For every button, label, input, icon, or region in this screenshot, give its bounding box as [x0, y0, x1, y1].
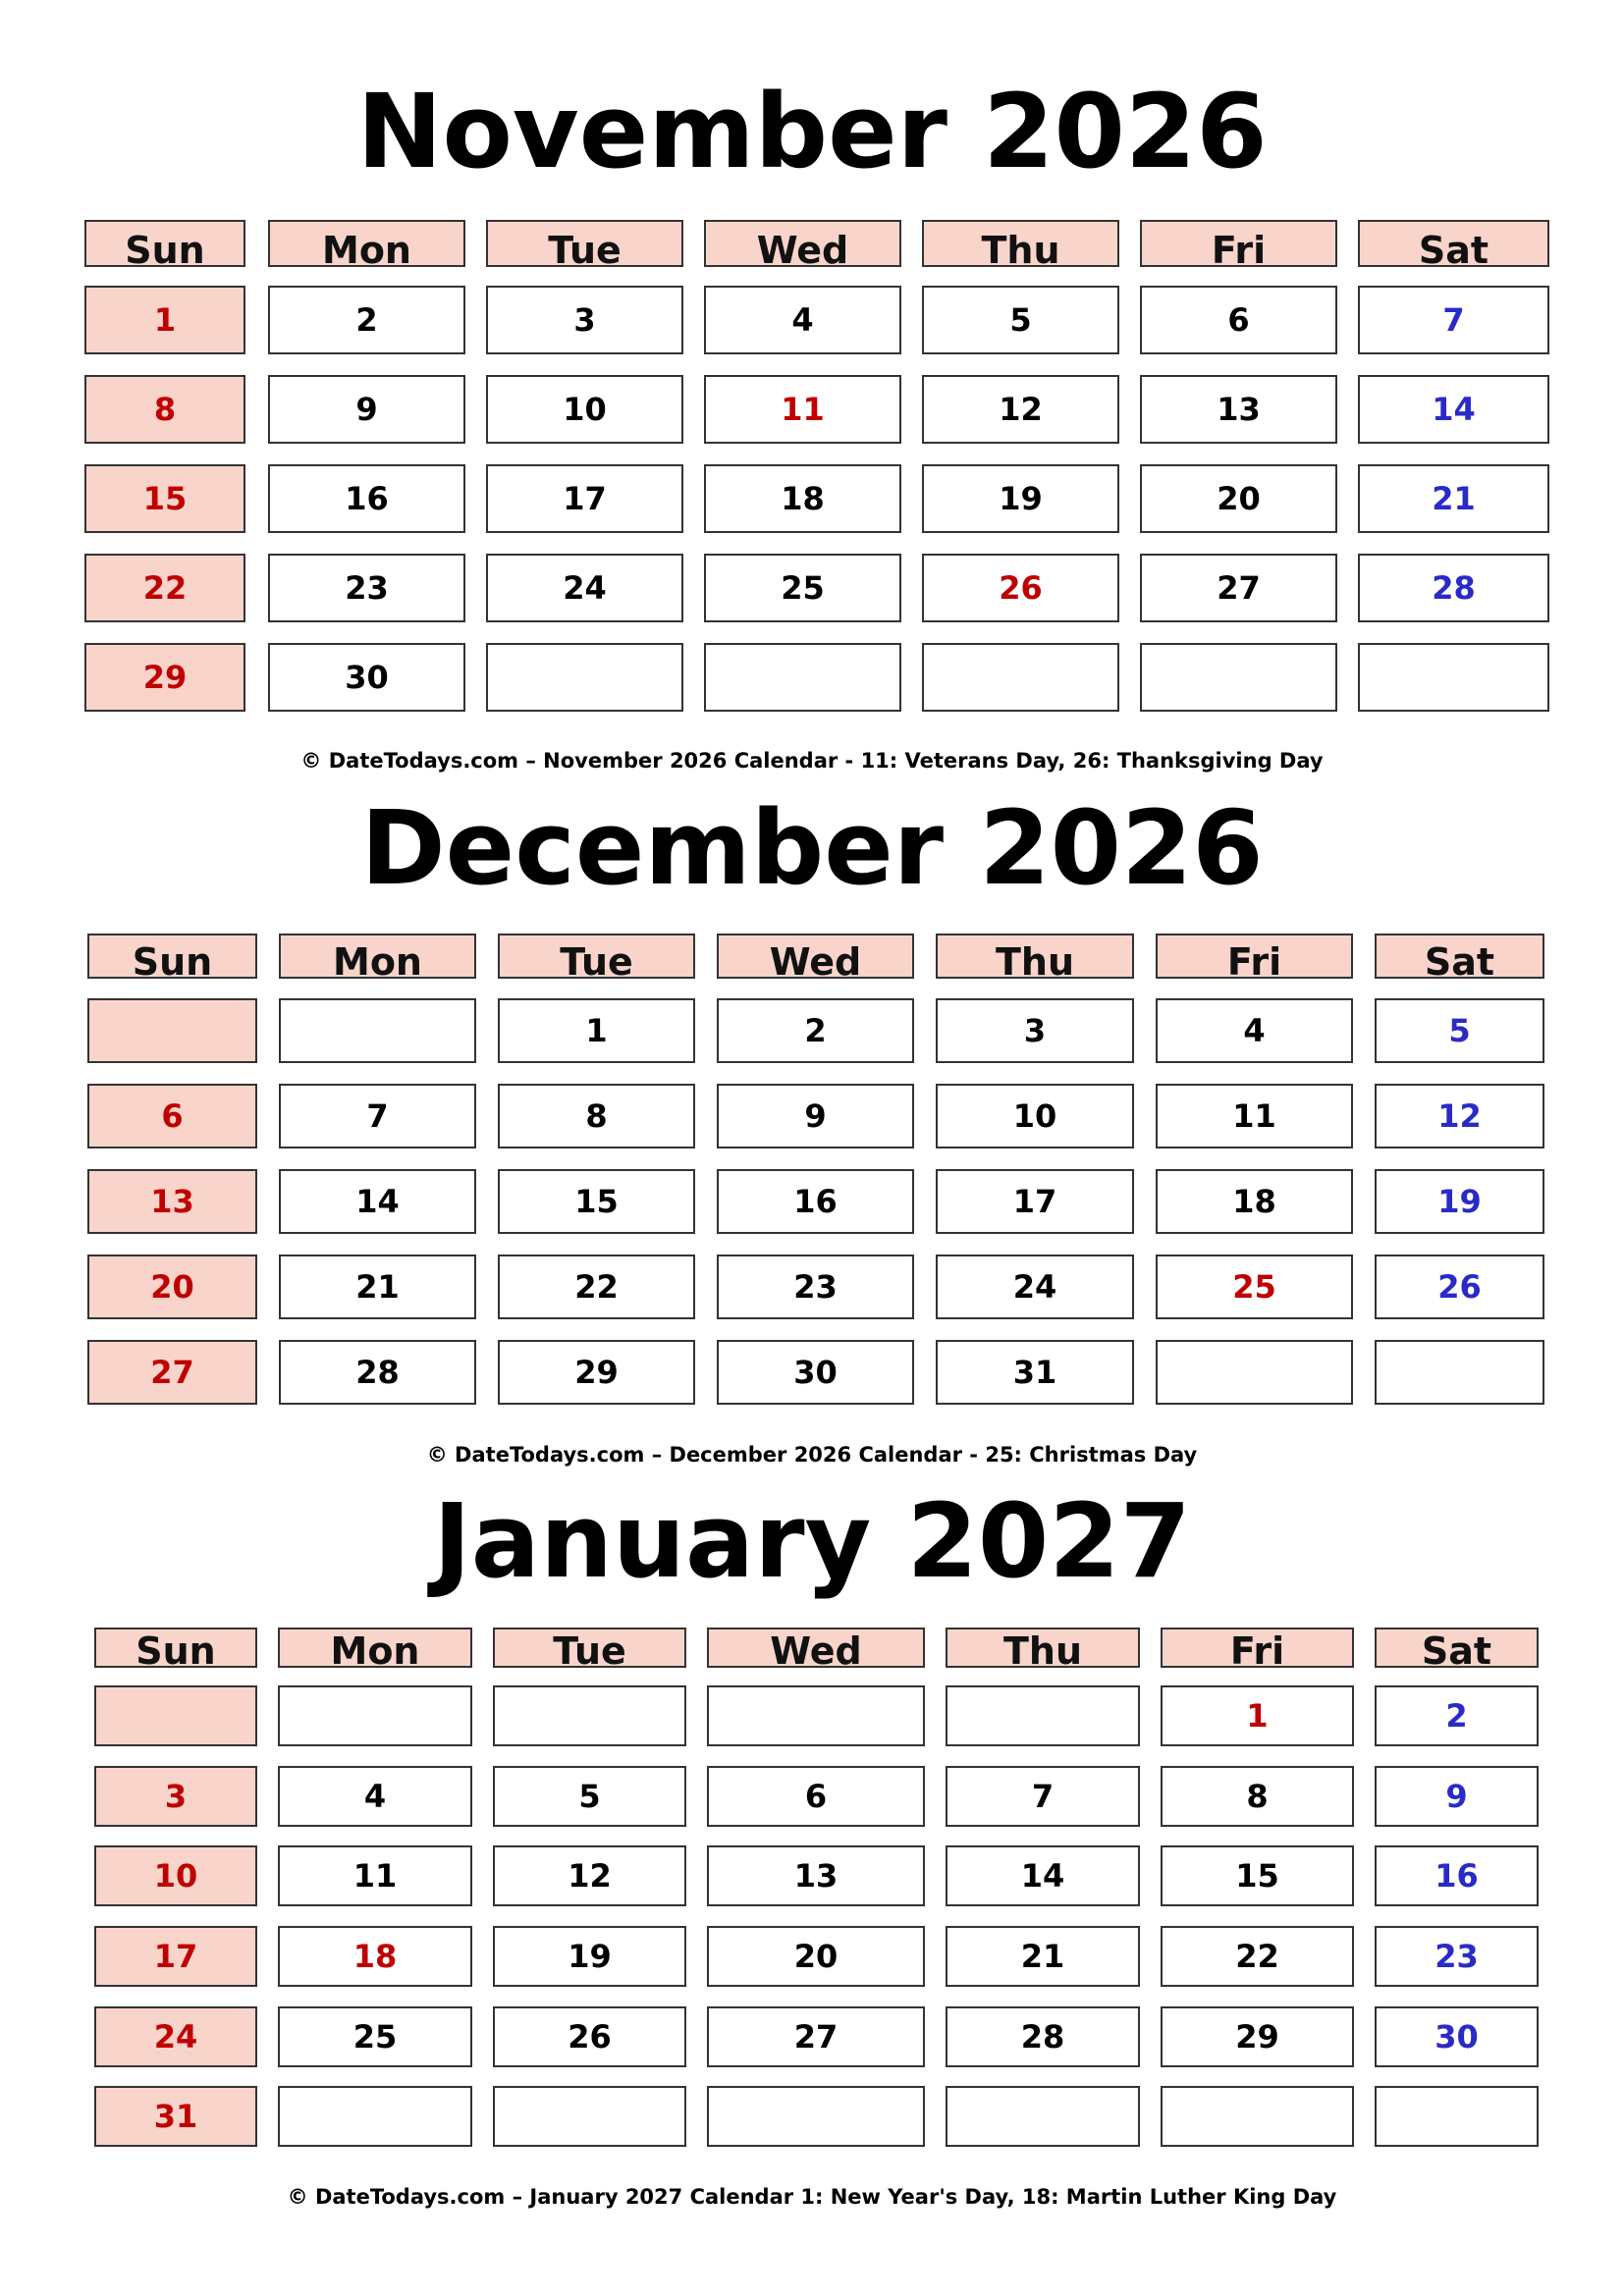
empty-day-cell	[278, 1685, 472, 1746]
day-number: 30	[345, 659, 389, 696]
day-cell	[84, 286, 245, 354]
weekday-label: Sat	[1418, 229, 1489, 267]
day-cell	[268, 375, 465, 444]
day-number: 14	[355, 1183, 400, 1220]
day-number: 21	[355, 1268, 400, 1306]
day-cell	[1161, 1685, 1354, 1746]
day-cell	[936, 1169, 1134, 1234]
month-title: December 2026	[360, 788, 1264, 908]
day-cell	[94, 2086, 257, 2147]
day-cell	[486, 554, 683, 622]
day-cell	[84, 464, 245, 533]
day-cell	[1156, 1169, 1353, 1234]
weekday-label: Tue	[553, 1629, 626, 1668]
day-number: 5	[1448, 1012, 1471, 1049]
day-number: 10	[1012, 1097, 1057, 1135]
day-cell	[94, 1766, 257, 1827]
day-number: 16	[345, 480, 389, 517]
day-cell	[707, 1926, 925, 1987]
weekday-header-wed	[717, 934, 914, 979]
weekday-header-thu	[946, 1628, 1140, 1668]
day-number: 25	[352, 2018, 398, 2056]
day-number: 21	[1020, 1938, 1065, 1975]
weekday-header-wed	[704, 220, 901, 267]
day-number: 7	[366, 1097, 389, 1135]
day-cell	[1375, 1926, 1539, 1987]
day-number: 30	[793, 1354, 838, 1391]
day-number: 10	[563, 391, 607, 428]
weekday-header-fri	[1161, 1628, 1354, 1668]
weekday-label: Sun	[135, 1629, 216, 1668]
day-cell	[1161, 1766, 1354, 1827]
day-number: 31	[1012, 1354, 1057, 1391]
day-cell	[493, 1926, 686, 1987]
empty-day-cell	[279, 998, 476, 1063]
empty-day-cell	[946, 2086, 1140, 2147]
weekday-header-tue	[486, 220, 683, 267]
day-cell	[498, 1084, 695, 1148]
day-number: 22	[1235, 1938, 1279, 1975]
day-cell	[1375, 2006, 1539, 2067]
day-cell	[717, 1340, 914, 1405]
day-number: 27	[150, 1354, 194, 1391]
day-number: 3	[1023, 1012, 1047, 1049]
day-number: 2	[804, 1012, 827, 1049]
day-number: 26	[1437, 1268, 1482, 1306]
day-number: 17	[563, 480, 607, 517]
day-number: 7	[1442, 301, 1465, 339]
day-number: 18	[781, 480, 825, 517]
day-number: 4	[1243, 1012, 1266, 1049]
day-number: 29	[1235, 2018, 1279, 2056]
day-number: 12	[568, 1857, 612, 1895]
weekday-header-mon	[279, 934, 476, 979]
day-number: 19	[568, 1938, 612, 1975]
day-cell	[493, 1766, 686, 1827]
day-number: 27	[793, 2018, 839, 2056]
weekday-label: Mon	[333, 940, 422, 979]
day-number: 28	[355, 1354, 400, 1391]
day-cell	[498, 998, 695, 1063]
day-number: 2	[355, 301, 378, 339]
day-number: 8	[1246, 1778, 1269, 1815]
day-number: 7	[1031, 1778, 1055, 1815]
weekday-label: Tue	[560, 940, 633, 979]
day-number: 24	[153, 2018, 198, 2056]
day-number: 24	[563, 569, 607, 607]
day-cell	[1156, 1084, 1353, 1148]
day-cell	[1375, 1084, 1544, 1148]
weekday-header-sun	[94, 1628, 257, 1668]
day-number: 20	[793, 1938, 839, 1975]
day-number: 1	[1246, 1697, 1269, 1735]
day-number: 22	[142, 569, 188, 607]
weekday-header-tue	[498, 934, 695, 979]
day-cell	[486, 375, 683, 444]
day-number: 8	[585, 1097, 608, 1135]
day-cell	[1156, 1255, 1353, 1319]
empty-day-cell	[704, 643, 901, 712]
empty-day-cell	[486, 643, 683, 712]
day-cell	[279, 1340, 476, 1405]
day-number: 9	[355, 391, 378, 428]
day-number: 12	[1437, 1097, 1482, 1135]
day-cell	[268, 554, 465, 622]
day-number: 11	[352, 1857, 398, 1895]
day-number: 26	[568, 2018, 612, 2056]
day-cell	[707, 2006, 925, 2067]
day-number: 8	[153, 391, 177, 428]
day-cell	[1375, 1255, 1544, 1319]
day-number: 20	[1217, 480, 1261, 517]
empty-day-cell	[1358, 643, 1549, 712]
day-cell	[936, 998, 1134, 1063]
day-number: 15	[574, 1183, 619, 1220]
calendar-caption: © DateTodays.com – January 2027 Calendar 1: New Year's Day, 18: Martin Luther King Day	[287, 2185, 1337, 2209]
day-cell	[268, 643, 465, 712]
day-cell	[922, 286, 1119, 354]
day-cell	[704, 554, 901, 622]
weekday-header-mon	[278, 1628, 472, 1668]
empty-day-cell	[1156, 1340, 1353, 1405]
weekday-header-thu	[922, 220, 1119, 267]
weekday-label: Wed	[756, 229, 849, 267]
day-number: 15	[142, 480, 188, 517]
day-cell	[717, 998, 914, 1063]
day-cell	[498, 1169, 695, 1234]
day-cell	[493, 2006, 686, 2067]
weekday-label: Sat	[1421, 1629, 1492, 1668]
day-number: 1	[585, 1012, 608, 1049]
day-number: 25	[1232, 1268, 1276, 1306]
day-cell	[1140, 554, 1337, 622]
day-number: 30	[1435, 2018, 1479, 2056]
day-number: 13	[150, 1183, 194, 1220]
day-cell	[493, 1845, 686, 1906]
day-number: 11	[781, 391, 825, 428]
day-number: 16	[1435, 1857, 1479, 1895]
day-number: 9	[1445, 1778, 1468, 1815]
empty-day-cell	[493, 2086, 686, 2147]
day-number: 27	[1217, 569, 1261, 607]
empty-day-cell	[946, 1685, 1140, 1746]
day-cell	[704, 375, 901, 444]
day-number: 17	[1012, 1183, 1057, 1220]
day-number: 24	[1012, 1268, 1057, 1306]
day-number: 15	[1235, 1857, 1279, 1895]
day-cell	[278, 2006, 472, 2067]
weekday-label: Fri	[1211, 229, 1267, 267]
weekday-header-fri	[1156, 934, 1353, 979]
weekday-header-thu	[936, 934, 1134, 979]
day-number: 17	[153, 1938, 198, 1975]
weekday-label: Thu	[995, 940, 1075, 979]
calendar-caption: © DateTodays.com – December 2026 Calendar - 25: Christmas Day	[426, 1443, 1198, 1467]
day-number: 23	[1435, 1938, 1479, 1975]
day-cell	[922, 375, 1119, 444]
day-number: 2	[1445, 1697, 1468, 1735]
day-number: 29	[142, 659, 188, 696]
weekday-label: Thu	[1002, 1629, 1083, 1668]
day-cell	[1140, 286, 1337, 354]
day-number: 18	[352, 1938, 398, 1975]
day-cell	[84, 643, 245, 712]
day-cell	[498, 1340, 695, 1405]
day-cell	[84, 554, 245, 622]
day-number: 20	[150, 1268, 194, 1306]
empty-day-cell	[922, 643, 1119, 712]
weekday-header-sun	[84, 220, 245, 267]
day-number: 5	[1009, 301, 1032, 339]
weekday-label: Sat	[1424, 940, 1495, 979]
day-number: 6	[1227, 301, 1250, 339]
day-number: 4	[363, 1778, 387, 1815]
calendar-caption: © DateTodays.com – November 2026 Calendar - 11: Veterans Day, 26: Thanksgiving Day	[300, 749, 1324, 773]
day-cell	[1358, 375, 1549, 444]
weekday-header-mon	[268, 220, 465, 267]
day-number: 16	[793, 1183, 838, 1220]
day-cell	[946, 2006, 1140, 2067]
weekday-header-tue	[493, 1628, 686, 1668]
day-cell	[704, 464, 901, 533]
day-cell	[94, 2006, 257, 2067]
month-title: January 2027	[433, 1481, 1191, 1601]
day-number: 3	[573, 301, 596, 339]
day-cell	[1358, 554, 1549, 622]
empty-day-cell	[493, 1685, 686, 1746]
day-cell	[1375, 1845, 1539, 1906]
day-number: 11	[1232, 1097, 1276, 1135]
day-cell	[498, 1255, 695, 1319]
day-cell	[946, 1845, 1140, 1906]
day-number: 26	[999, 569, 1043, 607]
day-number: 28	[1432, 569, 1476, 607]
weekday-label: Fri	[1229, 1629, 1285, 1668]
day-cell	[1161, 1926, 1354, 1987]
weekday-label: Wed	[770, 1629, 862, 1668]
day-number: 22	[574, 1268, 619, 1306]
day-cell	[268, 464, 465, 533]
weekday-header-fri	[1140, 220, 1337, 267]
day-cell	[279, 1169, 476, 1234]
weekday-label: Sun	[132, 940, 213, 979]
day-cell	[1140, 375, 1337, 444]
day-number: 19	[1437, 1183, 1482, 1220]
day-number: 31	[153, 2098, 198, 2135]
empty-day-cell	[1140, 643, 1337, 712]
day-cell	[87, 1169, 257, 1234]
weekday-label: Mon	[330, 1629, 420, 1668]
day-cell	[94, 1845, 257, 1906]
day-cell	[486, 464, 683, 533]
day-cell	[87, 1084, 257, 1148]
day-number: 10	[153, 1857, 198, 1895]
day-cell	[946, 1926, 1140, 1987]
day-number: 23	[345, 569, 389, 607]
day-cell	[278, 1845, 472, 1906]
day-number: 5	[578, 1778, 601, 1815]
day-number: 13	[1217, 391, 1261, 428]
day-cell	[707, 1766, 925, 1827]
day-cell	[946, 1766, 1140, 1827]
day-number: 4	[791, 301, 814, 339]
day-number: 9	[804, 1097, 827, 1135]
weekday-label: Thu	[981, 229, 1060, 267]
day-cell	[717, 1255, 914, 1319]
day-number: 25	[781, 569, 825, 607]
month-title: November 2026	[356, 72, 1268, 191]
day-number: 12	[999, 391, 1043, 428]
day-cell	[1358, 464, 1549, 533]
day-cell	[922, 554, 1119, 622]
day-number: 6	[161, 1097, 184, 1135]
empty-day-cell	[1161, 2086, 1354, 2147]
weekday-header-sun	[87, 934, 257, 979]
day-cell	[87, 1340, 257, 1405]
weekday-header-sat	[1375, 1628, 1539, 1668]
empty-day-cell	[707, 2086, 925, 2147]
day-cell	[922, 464, 1119, 533]
day-number: 1	[153, 301, 177, 339]
day-number: 3	[164, 1778, 188, 1815]
day-cell	[268, 286, 465, 354]
weekday-label: Mon	[322, 229, 411, 267]
day-cell	[279, 1084, 476, 1148]
day-number: 23	[793, 1268, 838, 1306]
day-cell	[1358, 286, 1549, 354]
weekday-header-sat	[1358, 220, 1549, 267]
day-cell	[704, 286, 901, 354]
day-cell	[707, 1845, 925, 1906]
day-cell	[87, 1255, 257, 1319]
empty-day-cell	[278, 2086, 472, 2147]
empty-day-cell	[87, 998, 257, 1063]
empty-day-cell	[94, 1685, 257, 1746]
day-cell	[486, 286, 683, 354]
weekday-label: Tue	[548, 229, 622, 267]
day-number: 21	[1432, 480, 1476, 517]
day-cell	[1161, 2006, 1354, 2067]
day-cell	[1375, 1685, 1539, 1746]
empty-day-cell	[707, 1685, 925, 1746]
day-number: 14	[1432, 391, 1476, 428]
day-cell	[279, 1255, 476, 1319]
day-cell	[936, 1084, 1134, 1148]
day-number: 13	[793, 1857, 839, 1895]
day-cell	[1140, 464, 1337, 533]
empty-day-cell	[1375, 1340, 1544, 1405]
day-cell	[94, 1926, 257, 1987]
weekday-header-sat	[1375, 934, 1544, 979]
day-cell	[278, 1766, 472, 1827]
empty-day-cell	[1375, 2086, 1539, 2147]
day-cell	[1375, 1766, 1539, 1827]
day-cell	[1375, 998, 1544, 1063]
day-number: 14	[1020, 1857, 1065, 1895]
day-cell	[717, 1084, 914, 1148]
day-cell	[84, 375, 245, 444]
day-number: 28	[1020, 2018, 1065, 2056]
day-number: 29	[574, 1354, 619, 1391]
day-cell	[278, 1926, 472, 1987]
weekday-header-wed	[707, 1628, 925, 1668]
day-cell	[1375, 1169, 1544, 1234]
weekday-label: Wed	[769, 940, 862, 979]
day-cell	[1156, 998, 1353, 1063]
day-cell	[1161, 1845, 1354, 1906]
day-number: 18	[1232, 1183, 1276, 1220]
weekday-label: Fri	[1226, 940, 1282, 979]
day-number: 6	[804, 1778, 828, 1815]
day-number: 19	[999, 480, 1043, 517]
day-cell	[936, 1340, 1134, 1405]
day-cell	[936, 1255, 1134, 1319]
day-cell	[717, 1169, 914, 1234]
weekday-label: Sun	[125, 229, 205, 267]
